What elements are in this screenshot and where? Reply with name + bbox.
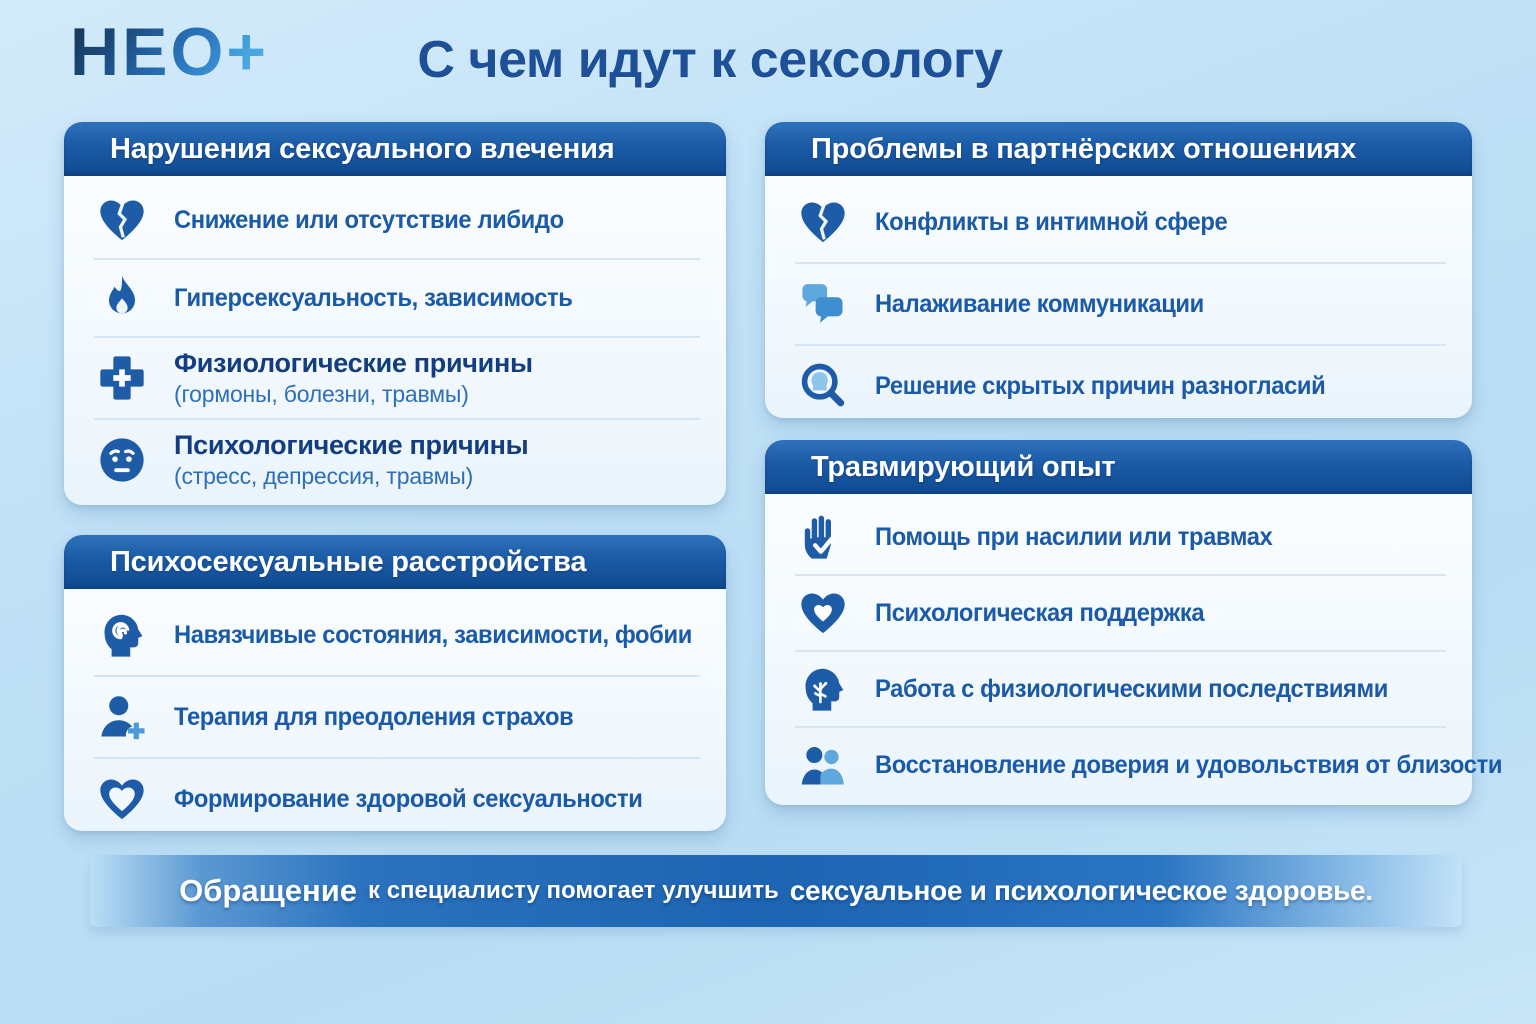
logo-plus-icon: + — [226, 14, 270, 90]
card-header: Травмирующий опыт — [765, 440, 1472, 494]
list-item — [94, 182, 700, 258]
card-body — [765, 494, 1503, 810]
item-label: Формирование здоровой сексуальности — [174, 784, 643, 813]
page-title: С чем идут к сексологу — [417, 31, 1003, 89]
card-traumatic-experience — [765, 440, 1503, 805]
item-label: Помощь при насилии или травмах — [875, 522, 1273, 551]
item-label: Восстановление доверия и удовольствия от близости — [875, 750, 1503, 779]
list-item — [94, 675, 700, 757]
medical-cross-icon — [94, 350, 150, 406]
magnifier-head-icon — [795, 358, 851, 414]
broken-heart-icon — [94, 192, 150, 248]
chat-bubbles-icon — [795, 276, 851, 332]
couple-icon — [795, 737, 851, 793]
footer-banner — [90, 855, 1462, 927]
list-item — [795, 182, 1446, 262]
card-body — [64, 589, 726, 847]
card-psychosexual-disorders — [64, 535, 726, 831]
item-label: Снижение или отсутствие либидо — [174, 205, 564, 234]
list-item — [795, 726, 1503, 802]
head-tree-icon — [795, 661, 851, 717]
item-label-group — [174, 430, 528, 490]
person-plus-icon — [94, 689, 150, 745]
list-item — [795, 574, 1446, 650]
card-header: Нарушения сексуального влечения — [64, 122, 726, 176]
list-item — [94, 595, 700, 675]
card-sexual-desire-disorders — [64, 122, 726, 505]
list-item — [795, 344, 1446, 426]
heart-icon — [94, 771, 150, 827]
hand-check-icon — [795, 509, 851, 565]
item-title: Психологические причины — [174, 430, 529, 460]
list-item — [795, 500, 1446, 574]
banner-lead-text: Обращение — [179, 873, 358, 908]
card-body — [765, 176, 1472, 434]
heart-care-icon — [795, 585, 851, 641]
item-subtitle: (стресс, депрессия, травмы) — [174, 463, 474, 489]
item-label: Гиперсексуальность, зависимость — [174, 283, 573, 312]
item-label: Работа с физиологическими последствиями — [875, 674, 1388, 703]
item-label: Терапия для преодоления страхов — [174, 702, 574, 731]
head-spiral-icon — [94, 607, 150, 663]
card-partner-relationship-problems — [765, 122, 1472, 418]
item-subtitle: (гормоны, болезни, травмы) — [174, 381, 469, 407]
card-body — [64, 176, 726, 508]
card-header: Проблемы в партнёрских отношениях — [765, 122, 1472, 176]
item-label: Конфликты в интимной сфере — [875, 207, 1228, 236]
list-item — [94, 336, 700, 418]
item-label-group — [174, 348, 533, 408]
list-item — [795, 650, 1446, 726]
item-label: Психологическая поддержка — [875, 598, 1205, 627]
logo-text: НЕО — [70, 14, 227, 90]
item-label: Налаживание коммуникации — [875, 289, 1204, 318]
list-item — [94, 757, 700, 839]
banner-tail-text: сексуальное и психологическое здоровье. — [789, 875, 1373, 906]
banner-middle-text: к специалисту помогает улучшить — [368, 877, 779, 904]
list-item — [94, 258, 700, 336]
broken-heart-icon — [795, 194, 851, 250]
card-header: Психосексуальные расстройства — [64, 535, 726, 589]
item-label: Навязчивые состояния, зависимости, фобии — [174, 620, 692, 649]
item-title: Физиологические причины — [174, 348, 533, 378]
worried-face-icon — [94, 432, 150, 488]
list-item — [94, 418, 700, 500]
list-item — [795, 262, 1446, 344]
item-label: Решение скрытых причин разногласий — [875, 371, 1326, 400]
flame-icon — [94, 270, 150, 326]
